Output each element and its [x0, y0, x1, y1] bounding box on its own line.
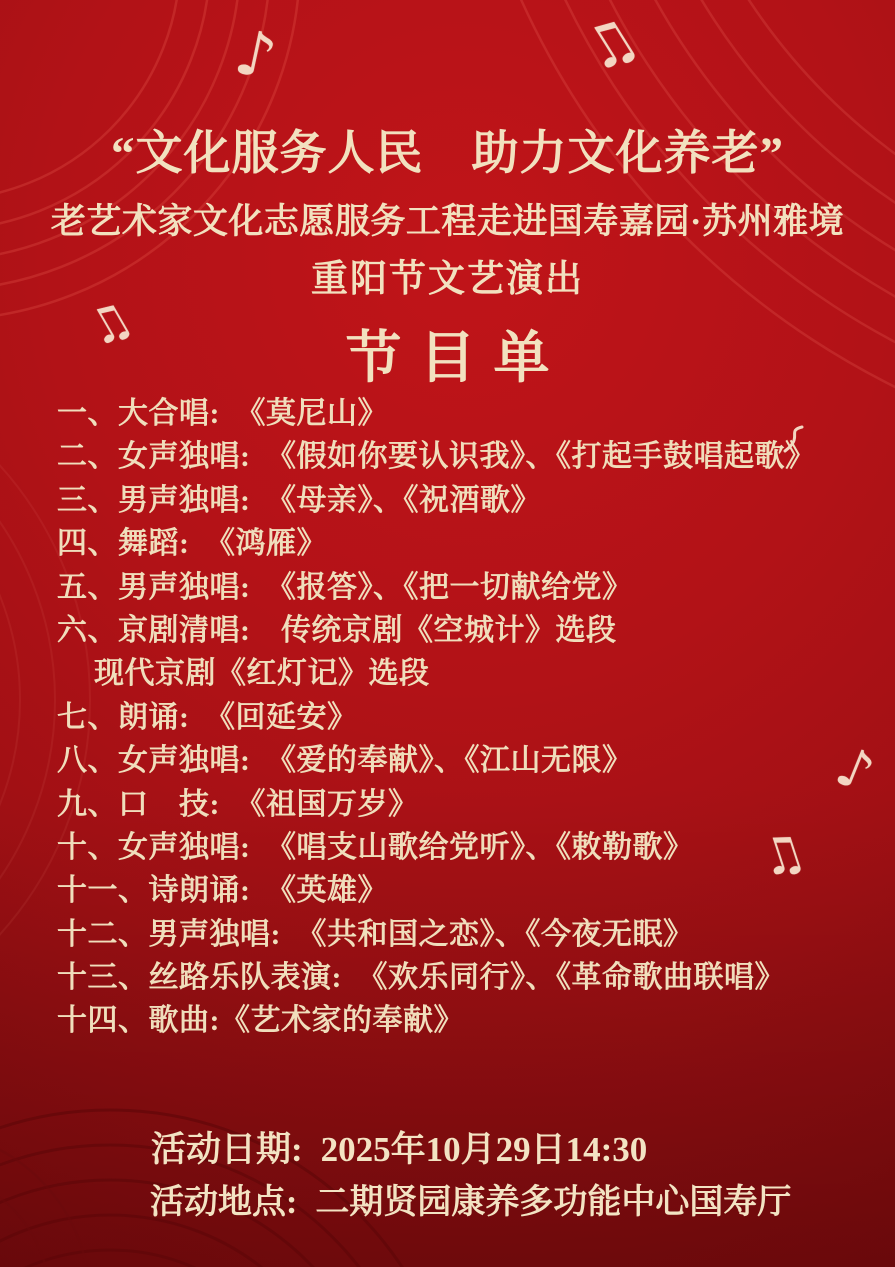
- poster-subtitle-event: 重阳节文艺演出: [311, 259, 584, 300]
- program-item-12: 十二、男声独唱: 《共和国之恋》、《今夜无眠》: [57, 917, 694, 951]
- program-item-8: 八、女声独唱: 《爱的奉献》、《江山无限》: [57, 744, 633, 778]
- poster-subtitle-project: 老艺术家文化志愿服务工程走进国寿嘉园·苏州雅境: [50, 202, 845, 241]
- program-item-10: 十、女声独唱: 《唱支山歌给党听》、《敕勒歌》: [57, 830, 694, 864]
- program-list-title: 节目单: [345, 328, 568, 390]
- program-item-5: 五、男声独唱: 《报答》、《把一切献给党》: [57, 570, 633, 604]
- program-item-1: 一、大合唱: 《莫尼山》: [57, 397, 388, 430]
- program-item-13: 十三、丝路乐队表演: 《欢乐同行》、《革命歌曲联唱》: [57, 961, 785, 995]
- event-date-value: 2025年10月29日14:30: [320, 1130, 648, 1169]
- program-item-3: 三、男声独唱: 《母亲》、《祝酒歌》: [57, 483, 541, 517]
- music-note-icon: ♪: [228, 14, 283, 95]
- music-note-beamed-icon: ♫: [752, 820, 813, 890]
- music-note-beamed-icon: ♫: [76, 288, 143, 360]
- program-list: [57, 392, 883, 1043]
- program-item-9: 九、口 技: 《祖国万岁》: [57, 787, 419, 821]
- program-item-11: 十一、诗朗诵: 《英雄》: [57, 874, 388, 908]
- program-item-2: 二、女声独唱: 《假如你要认识我》、《打起手鼓唱起歌》: [57, 440, 816, 474]
- music-note-icon: ♪: [827, 733, 884, 806]
- poster-quote-title: “文化服务人民 助力文化养老”: [111, 128, 784, 180]
- event-venue-label: 活动地点:: [150, 1184, 298, 1221]
- music-note-beamed-icon: ♫: [569, 1, 651, 87]
- event-venue-value: 二期贤园康养多功能中心国寿厅: [315, 1184, 792, 1221]
- event-venue-line: [116, 1136, 791, 1261]
- event-date-label: 活动日期:: [151, 1130, 303, 1169]
- program-item-4: 四、舞蹈: 《鸿雁》: [57, 527, 327, 561]
- program-item-7: 七、朗诵: 《回延安》: [57, 700, 358, 734]
- program-item-6: 六、京剧清唱: 传统京剧《空城计》选段: [57, 613, 617, 647]
- program-item-6-continued: 现代京剧《红灯记》选段: [94, 657, 430, 691]
- program-item-14: 十四、歌曲:《艺术家的奉献》: [57, 1004, 464, 1038]
